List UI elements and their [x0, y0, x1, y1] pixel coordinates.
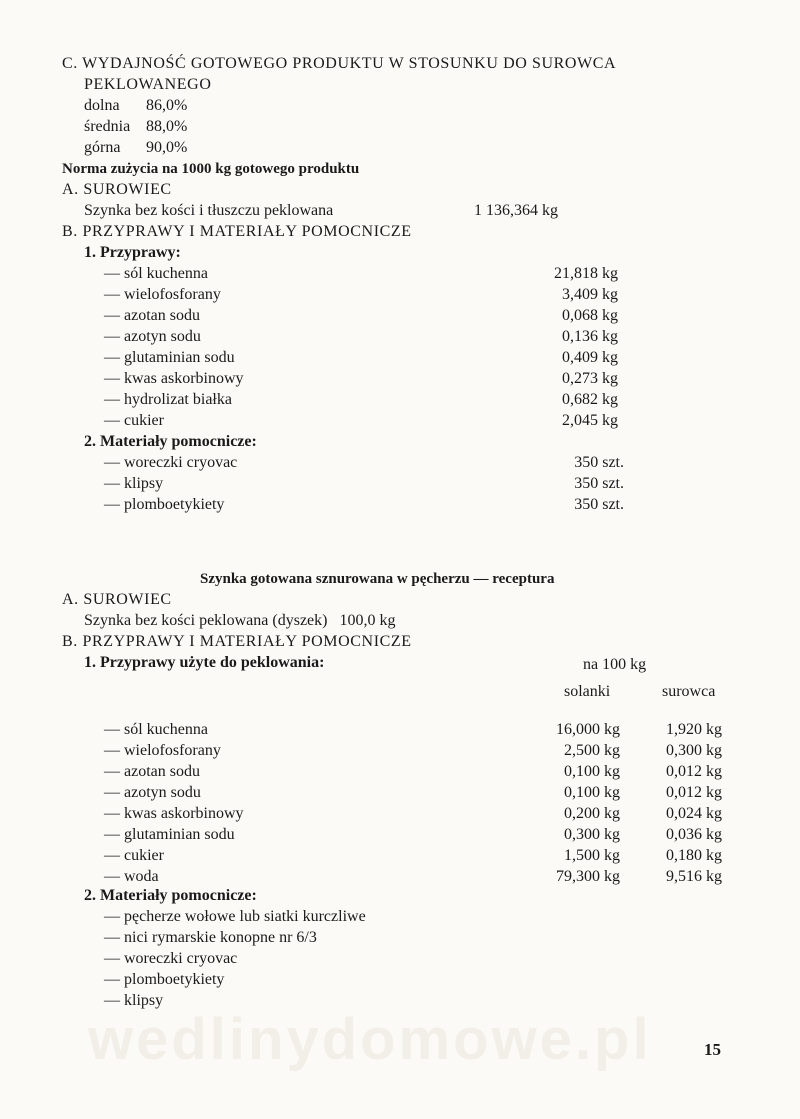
norma-materials-title: 2. Materiały pomocnicze: [84, 433, 257, 450]
recipe-spice-solanki: 16,000 kg [556, 721, 620, 738]
recipe-spice-label: — cukier [104, 847, 164, 864]
norma-raw-material-value: 1 136,364 kg [474, 202, 558, 219]
norma-raw-material-label: Szynka bez kości i tłuszczu peklowana [84, 202, 334, 219]
norma-spices-title: 1. Przyprawy: [84, 244, 181, 261]
norma-spice-label: — sól kuchenna [104, 265, 208, 282]
column-header-surowca: surowca [662, 683, 716, 700]
recipe-materials-title: 2. Materiały pomocnicze: [84, 887, 257, 904]
norma-section-a-title: A. SUROWIEC [62, 181, 172, 198]
norma-material-value: 350 szt. [574, 496, 624, 513]
recipe-spice-surowca: 0,012 kg [666, 763, 722, 780]
yield-value: 86,0% [146, 97, 188, 114]
norma-spice-value: 0,409 kg [562, 349, 618, 366]
recipe-spice-solanki: 2,500 kg [564, 742, 620, 759]
recipe-raw-material: Szynka bez kości peklowana (dyszek) 100,0 kg [84, 612, 396, 629]
recipe-spice-label: — sól kuchenna [104, 721, 208, 738]
norma-spice-value: 21,818 kg [554, 265, 618, 282]
recipe-spice-label: — azotan sodu [104, 763, 200, 780]
yield-value: 90,0% [146, 139, 188, 156]
yield-label: dolna [84, 97, 120, 114]
recipe-title: Szynka gotowana sznurowana w pęcherzu — receptura [200, 571, 555, 587]
norma-material-label: — plomboetykiety [104, 496, 225, 513]
recipe-spice-surowca: 0,300 kg [666, 742, 722, 759]
recipe-spice-surowca: 0,036 kg [666, 826, 722, 843]
norma-spice-label: — wielofosforany [104, 286, 221, 303]
norma-material-value: 350 szt. [574, 454, 624, 471]
recipe-material-item: — klipsy [104, 992, 164, 1009]
recipe-spice-surowca: 1,920 kg [666, 721, 722, 738]
norma-spice-label: — hydrolizat białka [104, 391, 232, 408]
norma-material-label: — woreczki cryovac [104, 454, 238, 471]
norma-spice-value: 0,682 kg [562, 391, 618, 408]
watermark: wedlinydomowe.pl [88, 1007, 652, 1072]
norma-title: Norma zużycia na 1000 kg gotowego produktu [62, 161, 360, 177]
norma-spice-label: — azotyn sodu [104, 328, 201, 345]
recipe-spice-label: — azotyn sodu [104, 784, 201, 801]
yield-label: górna [84, 139, 121, 156]
yield-value: 88,0% [146, 118, 188, 135]
recipe-spices-title: 1. Przyprawy użyte do peklowania: [84, 654, 325, 671]
page-number: 15 [704, 1040, 721, 1059]
recipe-spice-solanki: 0,100 kg [564, 763, 620, 780]
per-100kg-header: na 100 kg [583, 656, 647, 673]
norma-spice-label: — azotan sodu [104, 307, 200, 324]
norma-material-value: 350 szt. [574, 475, 624, 492]
recipe-material-item: — plomboetykiety [104, 971, 225, 988]
norma-spice-value: 2,045 kg [562, 412, 618, 429]
recipe-material-item: — woreczki cryovac [104, 950, 238, 967]
recipe-spice-solanki: 0,100 kg [564, 784, 620, 801]
recipe-spice-label: — wielofosforany [104, 742, 221, 759]
norma-spice-value: 3,409 kg [562, 286, 618, 303]
recipe-spice-surowca: 9,516 kg [666, 868, 722, 885]
norma-material-label: — klipsy [104, 475, 164, 492]
section-c-title-cont: PEKLOWANEGO [84, 76, 212, 93]
recipe-section-a-title: A. SUROWIEC [62, 591, 172, 608]
recipe-spice-solanki: 1,500 kg [564, 847, 620, 864]
recipe-material-item: — nici rymarskie konopne nr 6/3 [104, 929, 317, 946]
norma-spice-value: 0,273 kg [562, 370, 618, 387]
recipe-spice-surowca: 0,012 kg [666, 784, 722, 801]
recipe-spice-solanki: 0,300 kg [564, 826, 620, 843]
column-header-solanki: solanki [564, 683, 611, 700]
recipe-spice-label: — glutaminian sodu [104, 826, 235, 843]
recipe-spice-surowca: 0,180 kg [666, 847, 722, 864]
yield-label: średnia [84, 118, 131, 135]
norma-spice-label: — kwas askorbinowy [104, 370, 244, 387]
norma-spice-value: 0,136 kg [562, 328, 618, 345]
recipe-spice-solanki: 0,200 kg [564, 805, 620, 822]
recipe-spice-label: — woda [104, 868, 159, 885]
recipe-spice-solanki: 79,300 kg [556, 868, 620, 885]
recipe-material-item: — pęcherze wołowe lub siatki kurczliwe [104, 908, 366, 925]
norma-spice-value: 0,068 kg [562, 307, 618, 324]
norma-spice-label: — glutaminian sodu [104, 349, 235, 366]
norma-section-b-title: B. PRZYPRAWY I MATERIAŁY POMOCNICZE [62, 223, 412, 240]
recipe-spice-label: — kwas askorbinowy [104, 805, 244, 822]
section-c-title: C. WYDAJNOŚĆ GOTOWEGO PRODUKTU W STOSUNKU DO SUROWCA [62, 55, 617, 72]
recipe-spice-surowca: 0,024 kg [666, 805, 722, 822]
recipe-section-b-title: B. PRZYPRAWY I MATERIAŁY POMOCNICZE [62, 633, 412, 650]
norma-spice-label: — cukier [104, 412, 164, 429]
